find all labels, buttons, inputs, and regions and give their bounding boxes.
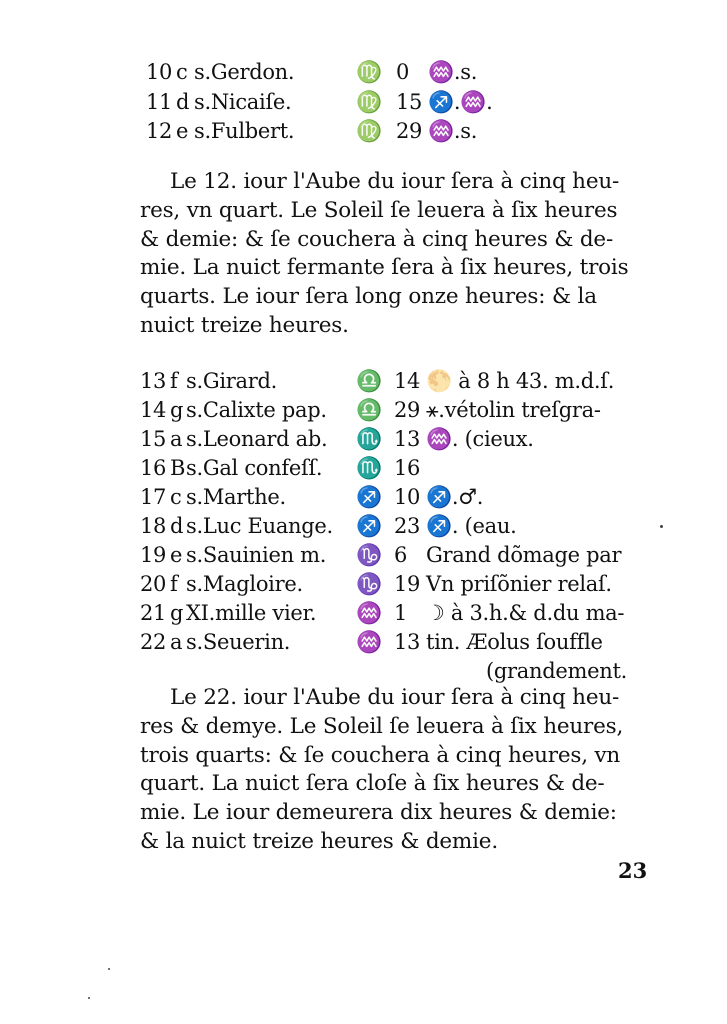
zodiac-sign: ♎ <box>356 369 382 393</box>
scan-speck <box>88 997 90 999</box>
forecast-note: Grand dõmage par <box>426 543 622 567</box>
degree: 10 <box>394 485 421 509</box>
paragraph-line: & demie: & ſe couchera à cinq heures & de- <box>140 226 614 252</box>
dominical-letter: c <box>176 60 188 84</box>
calendar-row <box>0 627 727 657</box>
paragraph-line: res & demye. Le Soleil ſe leuera à ſix heures, <box>140 713 624 739</box>
zodiac-sign: ♏ <box>356 427 382 451</box>
zodiac-sign: ♐ <box>356 485 382 509</box>
saint-name: XI.mille vier. <box>186 601 317 625</box>
degree: 19 <box>394 572 421 596</box>
saint-name: s.Marthe. <box>186 485 286 509</box>
degree: 23 <box>394 514 421 538</box>
paragraph-line: mie. La nuict fermante ſera à ſix heures, trois <box>140 255 629 281</box>
dominical-letter: B <box>170 456 186 480</box>
saint-name: s.Sauinien m. <box>186 543 327 567</box>
day-length-paragraph <box>140 684 645 857</box>
paragraph-line: res, vn quart. Le Soleil ſe leuera à ſix heures <box>140 197 618 223</box>
zodiac-sign: ♒ <box>356 630 382 654</box>
dominical-letter: a <box>170 630 183 654</box>
zodiac-sign: ♒ <box>356 601 382 625</box>
day-length-paragraph <box>140 168 645 341</box>
calendar-row <box>0 453 727 483</box>
calendar-row <box>0 57 727 87</box>
forecast-note: ☽ à 3.h.& d.du ma- <box>426 601 625 625</box>
degree: 0 <box>396 60 410 84</box>
calendar-row <box>0 424 727 454</box>
zodiac-sign: ♍ <box>356 119 382 143</box>
aspect: ♒.s. <box>428 60 478 84</box>
paragraph-line: nuict treize heures. <box>140 312 349 338</box>
zodiac-sign: ♏ <box>356 456 382 480</box>
day-number: 16 <box>140 456 167 480</box>
saint-name: s.Girard. <box>186 369 277 393</box>
saint-name: s.Calixte pap. <box>186 398 327 422</box>
day-number: 11 <box>146 90 173 114</box>
saint-name: s.Nicaiſe. <box>194 90 292 114</box>
forecast-note: 🌕 à 8 h 43. m.d.ſ. <box>426 369 615 393</box>
forecast-note: ⚹.vétolin treſgra- <box>426 398 601 422</box>
dominical-letter: e <box>170 543 183 567</box>
dominical-letter: d <box>176 90 190 114</box>
dominical-letter: a <box>170 427 183 451</box>
zodiac-sign: ♑ <box>356 543 382 567</box>
paragraph-line: Le 22. iour l'Aube du iour ſera à cinq heu- <box>170 685 620 710</box>
paragraph-line: trois quarts: & ſe couchera à cinq heures, vn <box>140 742 621 768</box>
page-number: 23 <box>618 858 648 883</box>
forecast-note: tin. Æolus ſouffle <box>426 630 603 654</box>
day-number: 13 <box>140 369 167 393</box>
calendar-row <box>0 540 727 570</box>
dominical-letter: d <box>170 514 184 538</box>
calendar-row <box>0 511 727 541</box>
day-number: 10 <box>146 60 173 84</box>
degree: 6 <box>394 543 408 567</box>
calendar-row <box>0 87 727 117</box>
day-number: 22 <box>140 630 167 654</box>
dominical-letter: g <box>170 398 184 422</box>
dominical-letter: e <box>176 119 189 143</box>
day-number: 17 <box>140 485 167 509</box>
paragraph-line: & la nuict treize heures & demie. <box>140 828 498 854</box>
zodiac-sign: ♎ <box>356 398 382 422</box>
paragraph-line: Le 12. iour l'Aube du iour ſera à cinq heu- <box>170 169 620 194</box>
degree: 13 <box>394 427 421 451</box>
saint-name: s.Seuerin. <box>186 630 291 654</box>
saint-name: s.Leonard ab. <box>186 427 328 451</box>
day-number: 19 <box>140 543 167 567</box>
saint-name: s.Gal confeſſ. <box>186 456 323 480</box>
aspect: ♐.♒. <box>428 90 493 114</box>
day-number: 18 <box>140 514 167 538</box>
calendar-row <box>0 395 727 425</box>
aspect: ♒.s. <box>428 119 478 143</box>
dominical-letter: f <box>170 572 178 596</box>
forecast-note: ♒. (cieux. <box>426 427 534 451</box>
degree: 29 <box>394 398 421 422</box>
scan-speck <box>660 525 663 528</box>
day-number: 12 <box>146 119 173 143</box>
degree: 15 <box>396 90 423 114</box>
saint-name: s.Luc Euange. <box>186 514 333 538</box>
day-number: 20 <box>140 572 167 596</box>
calendar-row <box>0 656 727 686</box>
calendar-row <box>0 366 727 396</box>
degree: 1 <box>394 601 408 625</box>
day-number: 21 <box>140 601 167 625</box>
forecast-note: Vn priſõnier relaſ. <box>426 572 612 596</box>
zodiac-sign: ♑ <box>356 572 382 596</box>
day-number: 14 <box>140 398 167 422</box>
forecast-note: ♐.♂. <box>426 485 484 509</box>
degree: 29 <box>396 119 423 143</box>
calendar-row <box>0 482 727 512</box>
calendar-row <box>0 569 727 599</box>
forecast-note: ♐. (eau. <box>426 514 517 538</box>
saint-name: s.Magloire. <box>186 572 303 596</box>
paragraph-line: quarts. Le iour ſera long onze heures: & la <box>140 284 597 310</box>
dominical-letter: g <box>170 601 184 625</box>
scan-speck <box>108 968 110 970</box>
saint-name: s.Fulbert. <box>194 119 295 143</box>
day-number: 15 <box>140 427 167 451</box>
dominical-letter: c <box>170 485 182 509</box>
degree: 16 <box>394 456 421 480</box>
paragraph-line: quart. La nuict ſera cloſe à ſix heures & de- <box>140 771 605 797</box>
paragraph-line: mie. Le iour demeurera dix heures & demie: <box>140 800 617 826</box>
calendar-row <box>0 598 727 628</box>
zodiac-sign: ♐ <box>356 514 382 538</box>
saint-name: s.Gerdon. <box>194 60 295 84</box>
degree: 14 <box>394 369 421 393</box>
dominical-letter: f <box>170 369 178 393</box>
degree: 13 <box>394 630 421 654</box>
zodiac-sign: ♍ <box>356 90 382 114</box>
forecast-note: (grandement. <box>486 659 627 683</box>
zodiac-sign: ♍ <box>356 60 382 84</box>
calendar-row <box>0 116 727 146</box>
